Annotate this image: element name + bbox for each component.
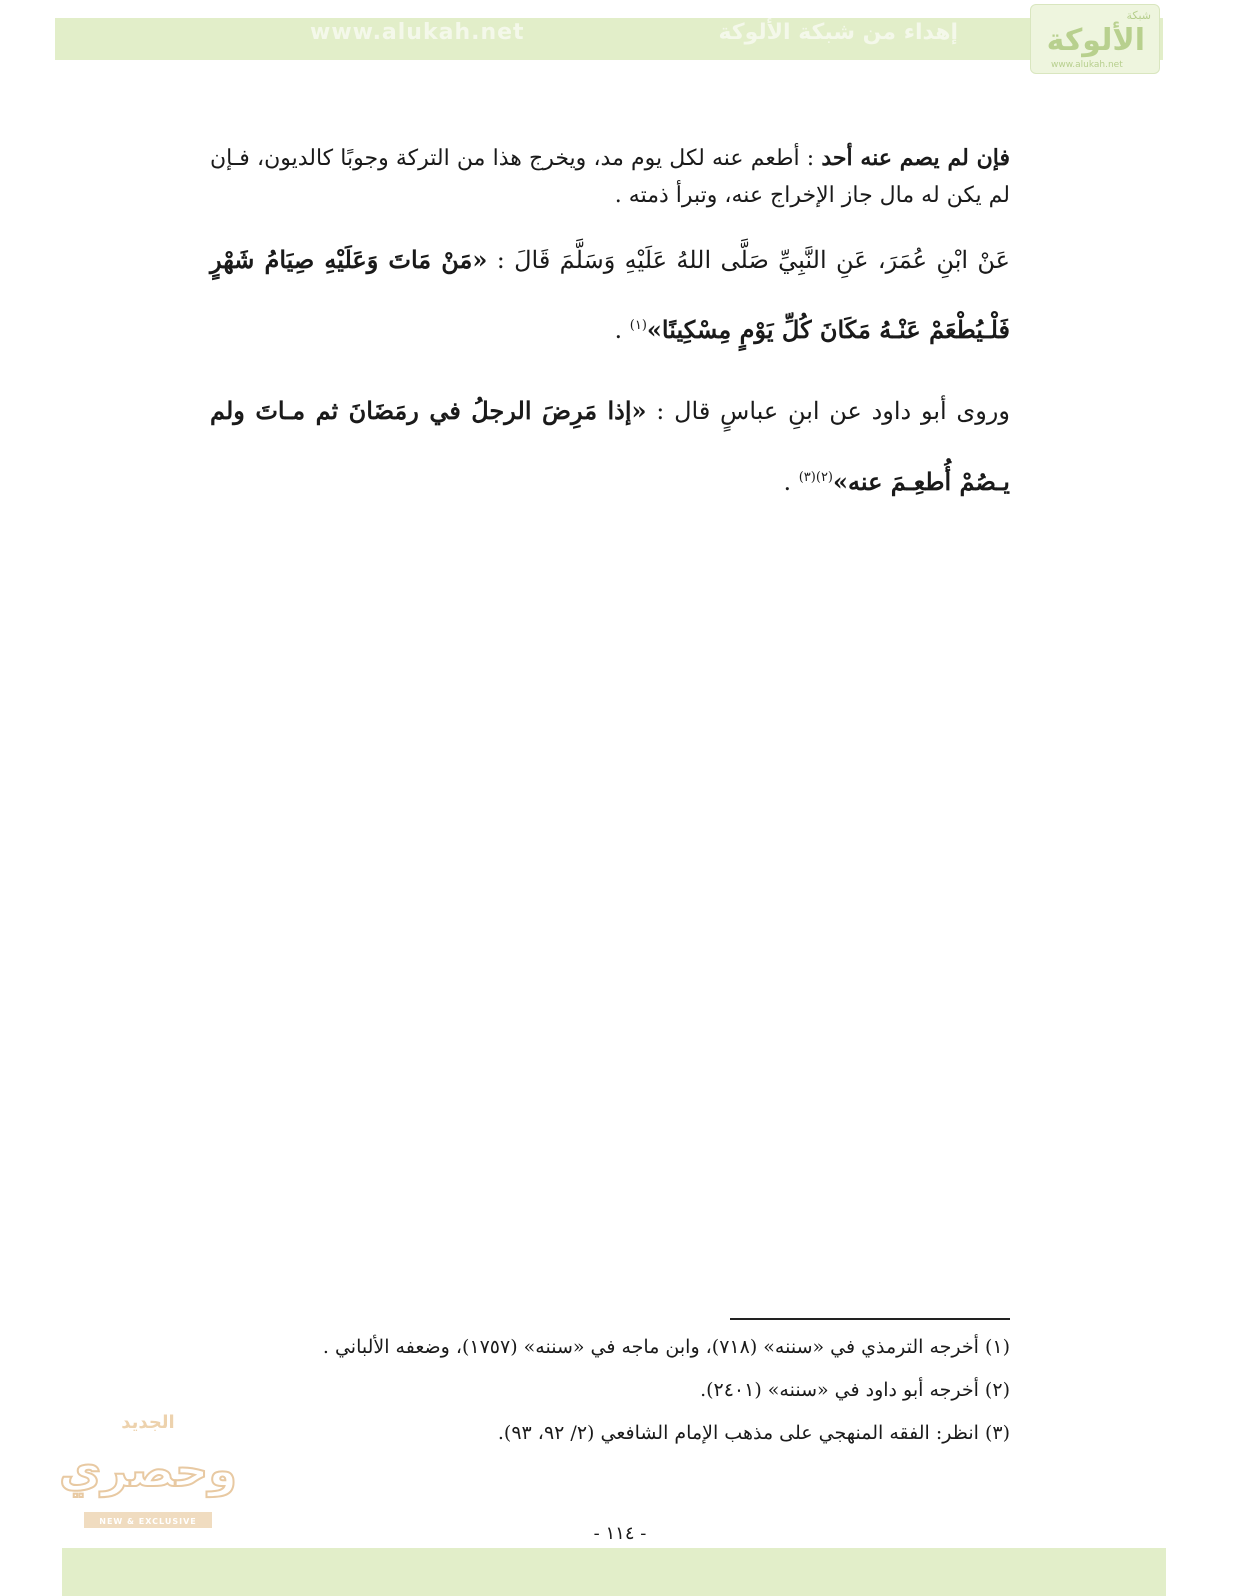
paragraph-1 — [210, 140, 1010, 215]
stamp-main-text: وحصري — [59, 1443, 237, 1497]
logo-url-text: www.alukah.net — [1051, 60, 1123, 70]
hadith-1-intro: عَنْ ابْنِ عُمَرَ، عَنِ النَّبِيِّ صَلَّى اللهُ عَلَيْهِ وَسَلَّمَ قَالَ : — [496, 245, 1010, 274]
paragraph-1-text: : أطعم عنه لكل يوم مد، ويخرج هذا من التركة وجوبًا كالديون، فـإن لم يكن له مال جاز الإخراج عنه، وتبرأ ذمته . — [210, 146, 1010, 209]
hadith-1-quote: «مَنْ مَاتَ وَعَلَيْهِ صِيَامُ شَهْرٍ فَلْـيُطْعَمْ عَنْـهُ مَكَانَ كُلِّ يَوْمٍ مِسْكِينًا» — [210, 244, 1010, 345]
logo-main-text: الألوكة — [1046, 23, 1145, 58]
footer-bar — [62, 1548, 1166, 1596]
stamp-top-text: الجديد — [121, 1412, 175, 1433]
header-url[interactable]: www.alukah.net — [310, 20, 525, 45]
footnote-3: (٣) انظر: الفقه المنهجي على مذهب الإمام الشافعي (٢/ ٩٢، ٩٣). — [497, 1421, 1010, 1444]
footnote-mark-1[interactable]: (١) — [629, 318, 647, 334]
footnote-1: (١) أخرجه الترمذي في «سننه» (٧١٨)، وابن ماجه في «سننه» (١٧٥٧)، وضعفه الألباني . — [322, 1336, 1010, 1358]
stamp-bottom-text: NEW & EXCLUSIVE — [99, 1517, 197, 1526]
header-gift-text: إهداء من شبكة الألوكة — [718, 20, 958, 45]
paragraph-3 — [210, 376, 1010, 517]
paragraph-1-heading: فإن لم يصم عنه أحد — [821, 145, 1010, 171]
page-number: - ١١٤ - — [593, 1523, 647, 1544]
hadith-2-end: . — [783, 467, 792, 496]
hadith-2-intro: وروى أبو داود عن ابنِ عباسٍ قال : — [656, 396, 1010, 425]
header-bar — [55, 18, 1163, 60]
new-exclusive-stamp-icon — [59, 1400, 237, 1530]
footnote-2: (٢) أخرجه أبو داود في «سننه» (٢٤٠١). — [700, 1378, 1010, 1401]
page-content — [210, 140, 1010, 527]
footnote-divider — [730, 1318, 1010, 1320]
logo-small-text: شبكة — [1126, 9, 1151, 22]
hadith-1-end: . — [614, 316, 623, 345]
alukah-logo — [1030, 4, 1160, 74]
footnotes — [300, 1336, 1010, 1464]
paragraph-2 — [210, 225, 1010, 366]
footnote-mark-2-3[interactable]: (٢)(٣) — [798, 469, 833, 485]
hadith-2-quote: «إذا مَرِضَ الرجلُ في رمَضَانَ ثم مـاتَ ولم يـصُمْ أُطعِـمَ عنه» — [210, 395, 1010, 496]
